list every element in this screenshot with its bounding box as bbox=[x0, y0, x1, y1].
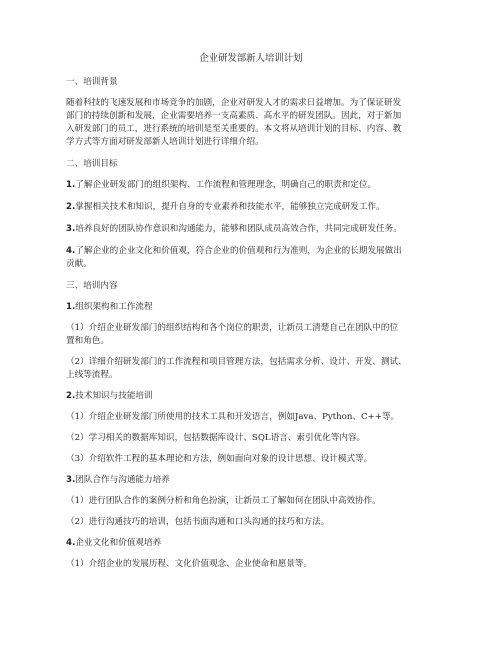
topic-title: 企业文化和价值观培养 bbox=[75, 538, 162, 548]
goal-text: 了解企业的企业文化和价值观，符合企业的价值观和行为准则，为企业的长期发展做出 bbox=[75, 246, 402, 256]
topic-item: （1）介绍企业的发展历程、文化价值观念、企业使命和愿景等。 bbox=[66, 559, 313, 569]
topic-number: 2. bbox=[66, 391, 76, 401]
topic-item bbox=[66, 322, 436, 348]
topic-item-line: （1）介绍企业研发部门的组织结构和各个岗位的职责，让新员工清楚自己在团队中的位 bbox=[66, 323, 399, 333]
topic-item: （1）介绍企业研发部门所使用的技术工具和开发语言，例如Java、Python、C++等。 bbox=[66, 412, 400, 422]
topic-item-line: 置和角色。 bbox=[66, 336, 109, 346]
goal-number: 2. bbox=[66, 202, 76, 212]
goal-text: 掌握相关技术和知识，提升自身的专业素养和技能水平，能够独立完成研发工作。 bbox=[75, 202, 385, 212]
topic-heading bbox=[66, 390, 436, 403]
paragraph-line: 随着科技的飞速发展和市场竞争的加剧，企业对研发人才的需求日益增加。为了保证研发 bbox=[66, 98, 402, 108]
topic-title: 组织架构和工作流程 bbox=[75, 302, 153, 312]
paragraph-line: 入研发部门的员工，进行系统的培训是至关重要的。本文将从培训计划的目标、内容、教 bbox=[66, 124, 402, 134]
topic-item bbox=[66, 356, 436, 382]
topic-number: 4. bbox=[66, 538, 76, 548]
topic-heading bbox=[66, 301, 436, 314]
goal-text: 培养良好的团队协作意识和沟通能力，能够和团队成员高效合作，共同完成研发任务。 bbox=[75, 224, 402, 234]
topic-item: （2）学习相关的数据库知识，包括数据库设计、SQL语言、索引优化等内容。 bbox=[66, 433, 366, 443]
goal-text: 了解企业研发部门的组织架构、工作流程和管理理念，明确自己的职责和定位。 bbox=[75, 180, 377, 190]
topic-item-line: （2）详细介绍研发部门的工作流程和项目管理方法，包括需求分析、设计、开发、测试、 bbox=[66, 357, 407, 367]
topic-title: 技术知识与技能培训 bbox=[75, 391, 153, 401]
goal-text-continued: 贡献。 bbox=[66, 259, 92, 269]
topic-number: 3. bbox=[66, 475, 76, 485]
goal-item bbox=[66, 223, 436, 236]
goal-number: 3. bbox=[66, 224, 76, 234]
goal-number: 4. bbox=[66, 246, 76, 256]
goal-number: 1. bbox=[66, 180, 76, 190]
section-heading-content: 三、培训内容 bbox=[66, 281, 118, 291]
section-heading-background: 一、培训背景 bbox=[66, 77, 118, 87]
section-heading-goals: 二、培训目标 bbox=[66, 159, 118, 169]
topic-item: （3）介绍软件工程的基本理论和方法，例如面向对象的设计思想、设计模式等。 bbox=[66, 454, 373, 464]
paragraph-line: 部门的持续创新和发展，企业需要培养一支高素质、高水平的研发团队。因此，对于新加 bbox=[66, 111, 402, 121]
topic-item: （2）进行沟通技巧的培训，包括书面沟通和口头沟通的技巧和方法。 bbox=[66, 517, 330, 527]
topic-number: 1. bbox=[66, 302, 76, 312]
paragraph-line: 学方式等方面对研发部新人培训计划进行详细介绍。 bbox=[66, 137, 264, 147]
topic-item-line: 上线等流程。 bbox=[66, 370, 118, 380]
goal-item bbox=[66, 179, 436, 192]
document-title: 企业研发部新人培训计划 bbox=[199, 53, 303, 64]
topic-heading bbox=[66, 537, 436, 550]
goal-item bbox=[66, 245, 436, 271]
topic-heading bbox=[66, 474, 436, 487]
background-paragraph bbox=[66, 97, 436, 149]
topic-title: 团队合作与沟通能力培养 bbox=[75, 475, 170, 485]
topic-item: （1）进行团队合作的案例分析和角色扮演，让新员工了解如何在团队中高效协作。 bbox=[66, 496, 381, 506]
goal-item bbox=[66, 201, 436, 214]
